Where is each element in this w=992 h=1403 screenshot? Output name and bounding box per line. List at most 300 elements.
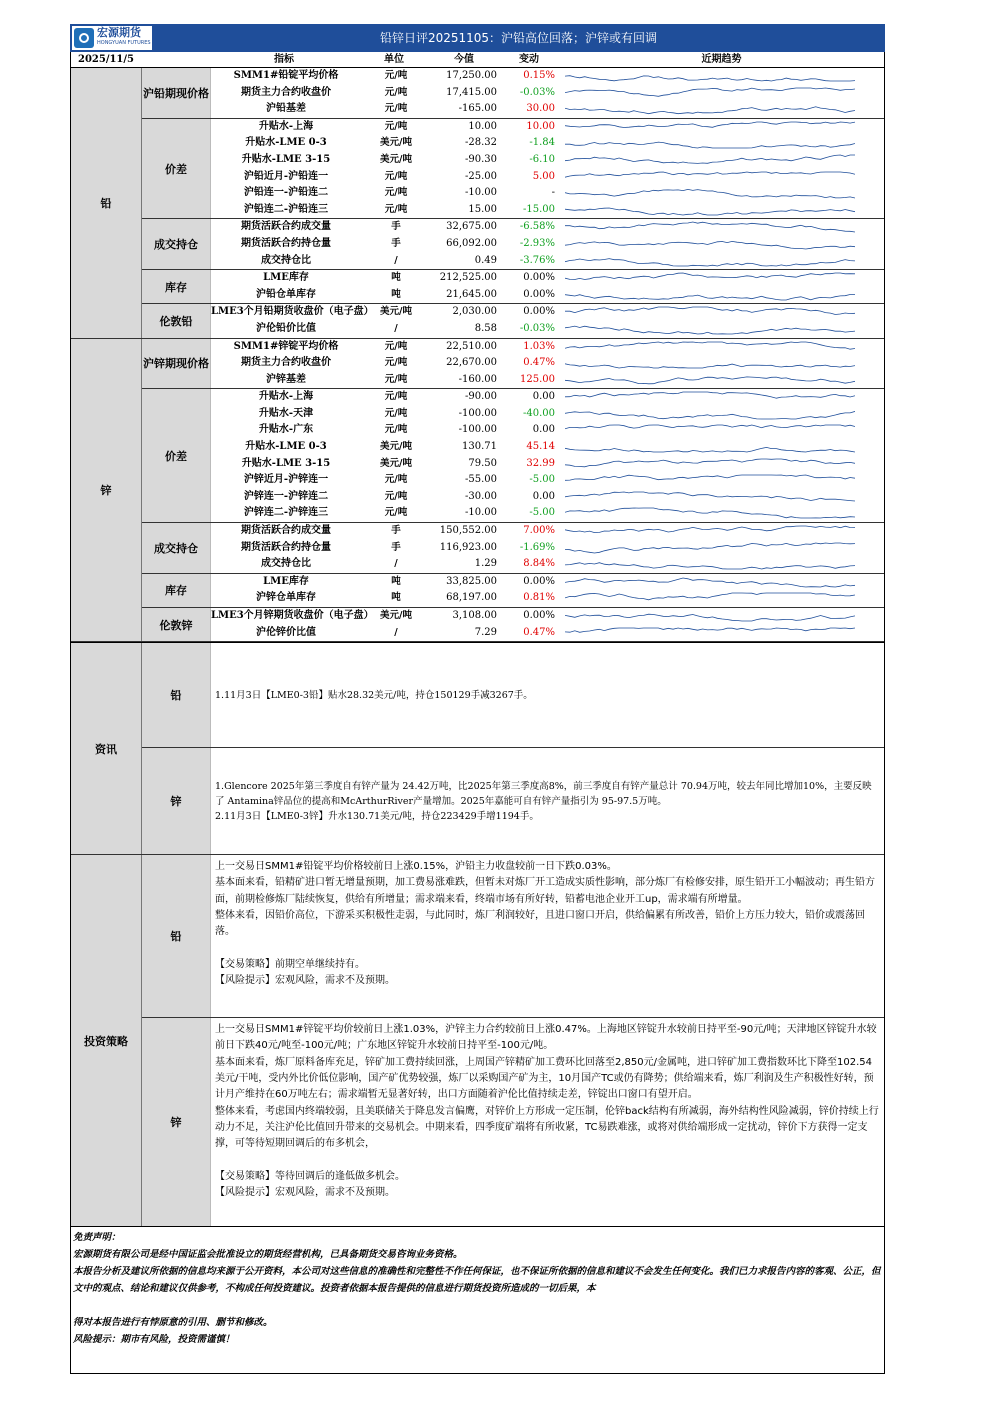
change-value: 10.00 — [526, 120, 555, 132]
current-value: 79.50 — [468, 457, 497, 469]
trend-sparkline — [565, 408, 855, 420]
table-row — [211, 219, 884, 236]
trend-line — [565, 392, 855, 398]
text-line: 基本面来看，炼厂原料备库充足，锌矿加工费持续回涨，上周国产锌精矿加工费环比回落至2,850元/金属吨，进口锌矿加工费指数环比下降至102.54美元/干吨，受内外比价低位影响，国产矿优势较强，炼厂以采购国产矿为主，10月国产TC或仍有降势；供给端来看，炼厂利润及生产积极性好转，预计月产维持在60万吨左右；需求端暂无显著好转，出口方面随着沪伦比值持续走差，锌锭出口窗口有望开启。 — [215, 1056, 874, 1101]
unit: 吨 — [391, 575, 401, 587]
change-value: -5.00 — [529, 474, 555, 486]
table-row — [211, 169, 884, 186]
unit: / — [394, 254, 398, 266]
trend-line — [565, 563, 855, 569]
trend-cell — [561, 590, 884, 607]
indicator-name: 成交持仓比 — [261, 558, 311, 570]
text-line: 2.11月3日【LME0-3锌】升水130.71美元/吨，持仓223429手增1194手。 — [215, 810, 539, 822]
trend-line — [565, 241, 855, 249]
trend-line — [565, 492, 855, 501]
trend-cell — [561, 321, 884, 338]
trend-cell — [561, 540, 884, 557]
trend-sparkline — [565, 374, 855, 386]
trend-line — [565, 628, 855, 632]
trend-sparkline — [565, 121, 855, 133]
trend-line — [565, 107, 855, 114]
unit: 元/吨 — [384, 120, 408, 132]
unit: 美元/吨 — [380, 610, 412, 621]
current-value: -90.00 — [464, 391, 497, 403]
indicator-name: LME3个月锌期货收盘价（电子盘） — [211, 610, 374, 621]
current-value: 17,415.00 — [446, 86, 497, 98]
current-value: -10.00 — [464, 187, 497, 199]
news-lead-group — [142, 643, 884, 748]
group-label: 库存 — [142, 574, 211, 607]
change-value: 125.00 — [520, 373, 555, 385]
company-logo — [72, 26, 152, 50]
trend-sparkline — [565, 576, 855, 588]
unit: / — [394, 322, 398, 334]
table-row — [211, 135, 884, 152]
trend-line — [565, 447, 855, 452]
trend-cell — [561, 169, 884, 186]
indicator-name: 沪铅连二-沪铅连三 — [243, 203, 329, 215]
current-value: -55.00 — [464, 474, 497, 486]
change-value: -15.00 — [522, 203, 555, 215]
unit: 元/吨 — [384, 424, 408, 436]
text-line: 基本面来看，铅精矿进口暂无增量预期，加工费易涨难跌，但暂未对炼厂开工造成实质性影响，部分炼厂有检修安排，原生铅开工小幅波动；再生铅方面，前期检修炼厂陆续恢复，供给有所增量；需求端来看，终端市场有所好转，铅蓄电池企业开工up，需求端有所增量。 — [215, 877, 875, 905]
unit: 美元/吨 — [380, 441, 412, 453]
news-table — [70, 643, 885, 1227]
change-value: 0.15% — [523, 70, 555, 81]
col-indicator: 指标 — [274, 54, 294, 65]
trend-line — [565, 475, 855, 480]
change-value: 0.00 — [532, 490, 555, 502]
trend-cell — [561, 439, 884, 456]
section-0 — [71, 68, 884, 339]
current-value: 22,670.00 — [446, 357, 497, 369]
unit: 吨 — [391, 272, 401, 284]
unit: 手 — [391, 525, 401, 537]
trend-sparkline — [565, 558, 855, 570]
indicator-name: 期货活跃合约成交量 — [241, 525, 331, 537]
trend-cell — [561, 574, 884, 591]
col-trend: 近期趋势 — [701, 54, 742, 65]
current-value: 68,197.00 — [446, 592, 497, 604]
indicator-name: SMM1#铅锭平均价格 — [233, 70, 339, 81]
group-label: 成交持仓 — [142, 219, 211, 269]
change-value: 45.14 — [526, 441, 555, 453]
unit: 元/吨 — [384, 203, 408, 215]
indicator-name: 升贴水-LME 0-3 — [245, 137, 327, 149]
news-lead-text — [211, 643, 884, 747]
indicator-name: 升贴水-LME 0-3 — [245, 441, 327, 453]
unit: 元/吨 — [384, 70, 408, 81]
trend-cell — [561, 355, 884, 372]
trend-cell — [561, 489, 884, 506]
trend-line — [565, 222, 855, 232]
trend-line — [565, 294, 855, 300]
trend-sparkline — [565, 272, 855, 284]
unit: 元/吨 — [384, 507, 408, 519]
current-value: 33,825.00 — [446, 575, 497, 587]
trend-cell — [561, 389, 884, 406]
indicator-name: 升贴水-天津 — [258, 407, 314, 419]
trend-cell — [561, 219, 884, 236]
trend-cell — [561, 372, 884, 389]
news-zinc-text — [211, 748, 884, 854]
current-value: -28.32 — [464, 137, 497, 149]
trend-line — [565, 172, 855, 177]
current-value: 32,675.00 — [446, 221, 497, 233]
trend-line — [565, 155, 855, 163]
group — [142, 304, 884, 337]
trend-line — [565, 593, 855, 600]
trend-cell — [561, 339, 884, 356]
report-sheet — [70, 24, 885, 1374]
table-row — [211, 85, 884, 102]
group — [142, 574, 884, 608]
unit: 元/吨 — [384, 187, 408, 199]
current-value: 22,510.00 — [446, 340, 497, 352]
group-label: 伦敦锌 — [142, 608, 211, 641]
indicator-name: 沪锌连一-沪锌连二 — [243, 490, 329, 502]
indicator-name: 沪锌连二-沪锌连三 — [243, 507, 329, 519]
trend-cell — [561, 135, 884, 152]
text-line: 【风险提示】宏观风险，需求不及预期。 — [215, 975, 395, 987]
strategy-zinc-text — [211, 1018, 884, 1226]
news-label: 资讯 — [71, 643, 142, 854]
group-label: 伦敦铅 — [142, 304, 211, 337]
unit: 吨 — [391, 592, 401, 604]
trend-cell — [561, 472, 884, 489]
news-section — [71, 643, 884, 855]
table-row — [211, 556, 884, 573]
unit: 元/吨 — [384, 474, 408, 486]
section-label: 锌 — [71, 339, 142, 642]
current-value: -100.00 — [458, 407, 497, 419]
trend-cell — [561, 304, 884, 321]
col-change: 变动 — [519, 54, 539, 65]
current-value: 66,092.00 — [446, 237, 497, 249]
trend-line — [565, 142, 855, 148]
current-value: 116,923.00 — [439, 541, 497, 553]
group-label: 库存 — [142, 270, 211, 303]
trend-sparkline — [565, 103, 855, 115]
current-value: -160.00 — [458, 373, 497, 385]
col-value: 今值 — [454, 54, 474, 65]
trend-cell — [561, 253, 884, 270]
trend-line — [565, 342, 855, 349]
trend-line — [565, 208, 855, 215]
change-value: -6.10 — [529, 153, 555, 165]
change-value: -1.69% — [519, 541, 555, 553]
current-value: 150,552.00 — [439, 525, 497, 537]
trend-sparkline — [565, 542, 855, 554]
text-line: 上一交易日SMM1#锌锭平均价较前日上涨1.03%，沪锌主力合约较前日上涨0.47%。上海地区锌锭升水较前日持平至-90元/吨；天津地区锌锭升水较前日下跌40元/吨至-100元/吨；广东地区锌锭升水较前日持平至-100元/吨。 — [215, 1024, 877, 1052]
unit: 美元/吨 — [380, 457, 412, 469]
trend-line — [565, 258, 855, 265]
change-value: - — [551, 187, 555, 199]
trend-sparkline — [565, 137, 855, 149]
news-zinc-group — [142, 748, 884, 854]
group — [142, 68, 884, 119]
table-row — [211, 540, 884, 557]
table-row — [211, 202, 884, 219]
text-line: 1.11月3日【LME0-3铅】贴水28.32美元/吨，持仓150129手减3267手。 — [215, 689, 533, 701]
table-row — [211, 608, 884, 625]
current-value: 7.29 — [474, 626, 497, 638]
indicator-name: 升贴水-LME 3-15 — [241, 457, 331, 469]
current-value: 130.71 — [462, 441, 497, 453]
trend-cell — [561, 101, 884, 118]
trend-sparkline — [565, 391, 855, 403]
table-row — [211, 389, 884, 406]
logo-subtext: HONGYUAN FUTURES — [97, 40, 151, 46]
group — [142, 339, 884, 390]
trend-sparkline — [565, 187, 855, 199]
table-row — [211, 489, 884, 506]
table-row — [211, 321, 884, 338]
group-label: 价差 — [142, 389, 211, 522]
trend-sparkline — [565, 323, 855, 335]
text-line — [73, 1297, 882, 1314]
text-line: 1.Glencore 2025年第三季度自有锌产量为 24.42万吨，比2025年第三季度高8%，前三季度自有锌产量总计 70.94万吨，较去年同比增加10%，主要反映了 Antamina锌品位的提高和McArthurRiver产量增加。2025年嘉能可自有锌产量指引为 95-97.5万吨。 — [215, 780, 872, 807]
strategy-zinc-group — [142, 1018, 884, 1226]
report-date: 2025/11/5 — [77, 54, 134, 65]
strategy-lead-label: 铅 — [142, 855, 211, 1017]
change-value: -6.58% — [519, 221, 555, 233]
change-value: 1.03% — [523, 340, 555, 352]
trend-cell — [561, 556, 884, 573]
indicator-name: 沪铅近月-沪铅连一 — [243, 170, 329, 182]
trend-cell — [561, 505, 884, 522]
table-row — [211, 339, 884, 356]
unit: 元/吨 — [384, 103, 408, 115]
unit: 元/吨 — [384, 407, 408, 419]
change-value: -0.03% — [519, 86, 555, 98]
current-value: 1.29 — [474, 558, 497, 570]
change-value: 0.00 — [532, 391, 555, 403]
unit: / — [394, 626, 398, 638]
trend-sparkline — [565, 424, 855, 436]
trend-sparkline — [565, 289, 855, 301]
current-value: -100.00 — [458, 424, 497, 436]
text-line: 【交易策略】等待回调后的逢低做多机会。 — [215, 1170, 405, 1182]
trend-line — [565, 459, 855, 467]
current-value: 10.00 — [468, 120, 497, 132]
group — [142, 119, 884, 220]
unit: 手 — [391, 237, 401, 249]
table-row — [211, 287, 884, 304]
change-value: 0.00 — [532, 424, 555, 436]
news-zinc-label: 锌 — [142, 748, 211, 854]
indicator-name: 沪铅连一-沪铅连二 — [243, 187, 329, 199]
trend-cell — [561, 152, 884, 169]
trend-sparkline — [565, 171, 855, 183]
strategy-zinc-label: 锌 — [142, 1018, 211, 1226]
indicator-name: 升贴水-上海 — [258, 391, 314, 403]
indicator-name: 沪锌近月-沪锌连一 — [243, 474, 329, 486]
change-value: -2.93% — [519, 237, 555, 249]
indicator-name: LME库存 — [263, 272, 309, 284]
change-value: 0.00% — [523, 288, 555, 300]
current-value: -90.30 — [464, 153, 497, 165]
indicator-name: 升贴水-上海 — [258, 120, 314, 132]
group — [142, 608, 884, 641]
trend-line — [565, 326, 855, 334]
disclaimer — [70, 1227, 885, 1374]
trend-cell — [561, 406, 884, 423]
text-line: 风险提示：期市有风险，投资需谨慎！ — [73, 1334, 235, 1346]
report-header — [70, 24, 885, 52]
table-row — [211, 185, 884, 202]
trend-cell — [561, 625, 884, 642]
table-row — [211, 625, 884, 642]
table-row — [211, 439, 884, 456]
trend-cell — [561, 85, 884, 102]
logo-text: 宏源期货 — [97, 26, 141, 39]
group — [142, 270, 884, 304]
unit: 元/吨 — [384, 391, 408, 403]
indicator-name: 升贴水-LME 3-15 — [241, 153, 331, 165]
text-line: 本报告分析及建议所依据的信息均来源于公开资料，本公司对这些信息的准确性和完整性不作任何保证，也不保证所依据的信息和建议不会发生任何变化。我们已力求报告内容的客观、公正，但文中的观点、结论和建议仅供参考，不构成任何投资建议。投资者依据本报告提供的信息进行期货投资所造成的一切后果，本 — [73, 1266, 881, 1295]
current-value: 17,250.00 — [446, 70, 497, 81]
logo-icon — [74, 28, 94, 48]
strategy-label: 投资策略 — [71, 855, 142, 1226]
unit: 元/吨 — [384, 357, 408, 369]
table-row — [211, 101, 884, 118]
current-value: 2,030.00 — [452, 306, 497, 318]
unit: 元/吨 — [384, 490, 408, 502]
indicator-name: 期货活跃合约持仓量 — [241, 541, 331, 553]
trend-sparkline — [565, 70, 855, 82]
trend-sparkline — [565, 255, 855, 267]
report-title: 铅锌日评20251105：沪铅高位回落；沪锌或有回调 — [379, 31, 658, 45]
section-label: 铅 — [71, 68, 142, 338]
group — [142, 219, 884, 270]
change-value: 0.81% — [523, 592, 555, 604]
current-value: 21,645.00 — [446, 288, 497, 300]
indicator-name: 沪伦铅价比值 — [256, 322, 316, 334]
table-row — [211, 523, 884, 540]
trend-cell — [561, 270, 884, 287]
indicator-name: 期货主力合约收盘价 — [241, 357, 331, 369]
col-unit: 单位 — [384, 54, 404, 65]
trend-sparkline — [565, 627, 855, 639]
table-row — [211, 68, 884, 85]
indicator-name: 期货活跃合约成交量 — [241, 221, 331, 233]
change-value: -0.03% — [519, 322, 555, 334]
trend-line — [565, 526, 855, 533]
trend-sparkline — [565, 87, 855, 99]
indicator-name: 期货活跃合约持仓量 — [241, 237, 331, 249]
trend-sparkline — [565, 458, 855, 470]
change-value: 7.00% — [523, 525, 555, 537]
trend-sparkline — [565, 507, 855, 519]
change-value: -40.00 — [522, 407, 555, 419]
trend-sparkline — [565, 525, 855, 537]
group-label: 价差 — [142, 119, 211, 219]
current-value: -10.00 — [464, 507, 497, 519]
change-value: -1.84 — [529, 137, 555, 149]
table-row — [211, 574, 884, 591]
current-value: -165.00 — [458, 103, 497, 115]
text-line: 【交易策略】前期空单继续持有。 — [215, 958, 365, 970]
trend-sparkline — [565, 441, 855, 453]
table-row — [211, 119, 884, 136]
strategy-lead-group — [142, 855, 884, 1018]
trend-cell — [561, 287, 884, 304]
indicator-name: 成交持仓比 — [261, 254, 311, 266]
text-line: 上一交易日SMM1#铅锭平均价格较前日上涨0.15%，沪铅主力收盘较前一日下跌0.03%。 — [215, 861, 617, 873]
unit: 美元/吨 — [380, 306, 412, 318]
trend-line — [565, 364, 855, 368]
trend-sparkline — [565, 357, 855, 369]
table-row — [211, 406, 884, 423]
current-value: 212,525.00 — [439, 272, 497, 284]
unit: 元/吨 — [384, 340, 408, 352]
trend-line — [565, 508, 855, 518]
change-value: 0.47% — [523, 357, 555, 369]
column-header — [70, 52, 885, 68]
trend-line — [565, 88, 855, 96]
news-lead-label: 铅 — [142, 643, 211, 747]
trend-cell — [561, 523, 884, 540]
indicator-name: LME3个月铅期货收盘价（电子盘） — [211, 306, 374, 318]
change-value: 0.47% — [523, 626, 555, 638]
trend-sparkline — [565, 306, 855, 318]
trend-cell — [561, 608, 884, 625]
unit: 美元/吨 — [380, 137, 412, 149]
unit: / — [394, 558, 398, 570]
trend-line — [565, 122, 855, 128]
table-row — [211, 355, 884, 372]
change-value: -3.76% — [519, 254, 555, 266]
table-row — [211, 152, 884, 169]
unit: 吨 — [391, 288, 401, 300]
trend-line — [565, 76, 855, 81]
text-line: 【风险提示】宏观风险，需求不及预期。 — [215, 1187, 395, 1199]
trend-cell — [561, 422, 884, 439]
change-value: -5.00 — [529, 507, 555, 519]
table-row — [211, 590, 884, 607]
unit: 元/吨 — [384, 86, 408, 98]
indicator-name: 沪锌基差 — [266, 373, 306, 385]
change-value: 30.00 — [526, 103, 555, 115]
current-value: 0.49 — [474, 254, 497, 266]
trend-sparkline — [565, 221, 855, 233]
table-row — [211, 472, 884, 489]
trend-sparkline — [565, 204, 855, 216]
table-row — [211, 505, 884, 522]
current-value: 8.58 — [474, 322, 497, 334]
strategy-section — [71, 855, 884, 1226]
trend-line — [565, 614, 855, 621]
trend-sparkline — [565, 592, 855, 604]
trend-line — [565, 273, 855, 280]
trend-line — [565, 543, 855, 553]
table-row — [211, 253, 884, 270]
indicator-name: SMM1#锌锭平均价格 — [233, 340, 339, 352]
unit: 元/吨 — [384, 373, 408, 385]
table-row — [211, 372, 884, 389]
current-value: 3,108.00 — [452, 610, 497, 621]
trend-line — [565, 377, 855, 384]
change-value: 0.00% — [523, 575, 555, 587]
trend-cell — [561, 185, 884, 202]
trend-cell — [561, 119, 884, 136]
indicator-name: LME库存 — [263, 575, 309, 587]
group-label: 沪锌期现价格 — [142, 339, 211, 389]
text-line — [215, 1153, 880, 1169]
indicator-name: 沪锌仓单库存 — [256, 592, 316, 604]
change-value: 0.00% — [523, 610, 555, 621]
